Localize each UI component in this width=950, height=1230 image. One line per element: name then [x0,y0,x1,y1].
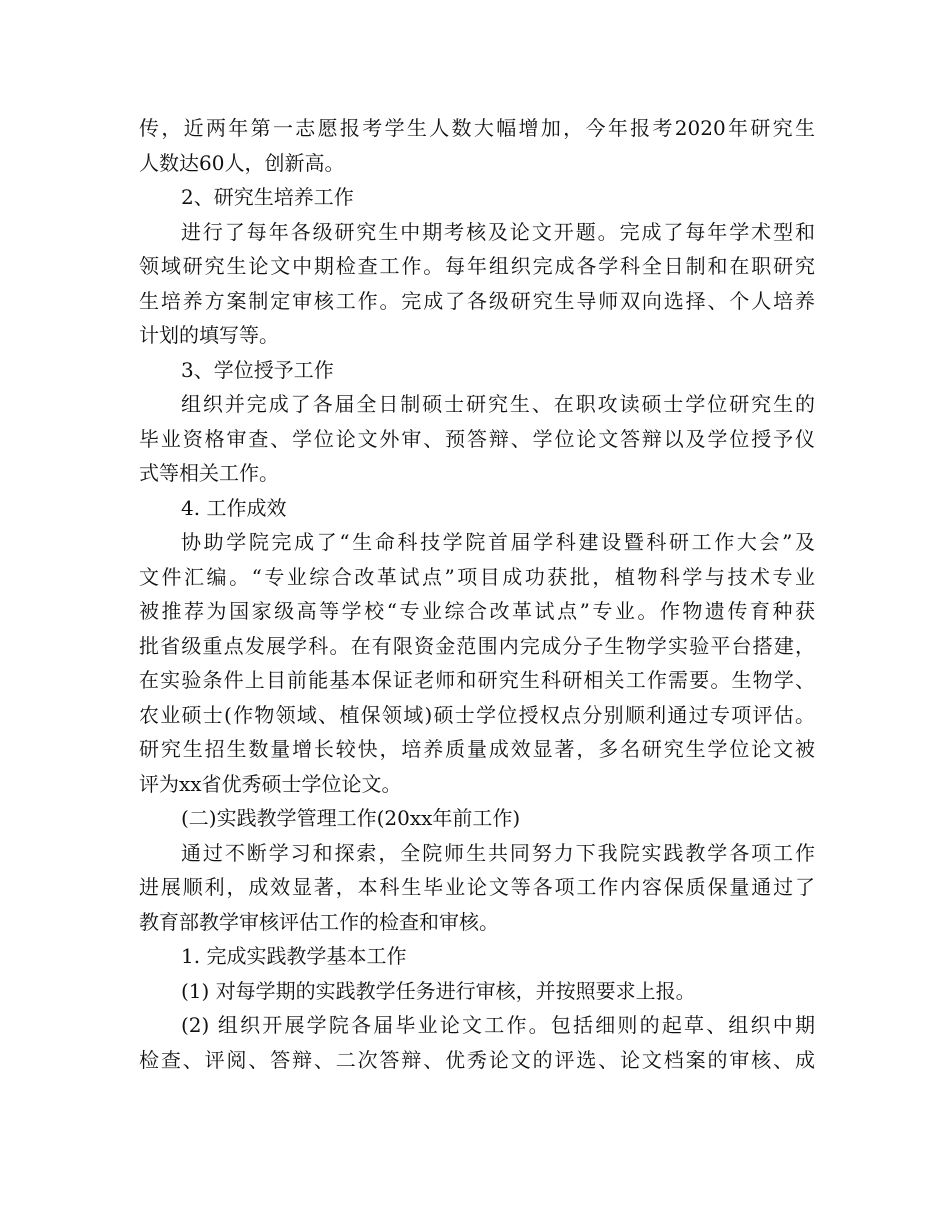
paragraph-work-results [139,525,815,801]
text-line: 领域研究生论文中期检查工作。每年组织完成各学科全日制和在职研究 [139,254,815,278]
text-line: 式等相关工作。 [139,461,279,485]
text-line: (2) 组织开展学院各届毕业论文工作。包括细则的起草、组织中期 [181,1013,815,1037]
paragraph-item-2 [139,1008,815,1077]
text-line: 协助学院完成了“生命科技学院首届学科建设暨科研工作大会”及 [181,530,815,554]
text-line: 文件汇编。“专业综合改革试点”项目成功获批，植物科学与技术专业 [139,564,815,589]
heading-basic-work [139,939,815,974]
section-heading: (二)实践教学管理工作(20xx年前工作) [181,806,521,830]
text-line: 研究生招生数量增长较快，培养质量成效显著，多名研究生学位论文被 [139,737,815,761]
text-line: 通过不断学习和探索，全院师生共同努力下我院实践教学各项工作 [181,840,815,865]
heading-graduate-training [139,180,815,215]
text-line: 进展顺利，成效显著，本科生毕业论文等各项工作内容保质保量通过了 [139,875,815,899]
document-body [139,111,815,1077]
text-line: 生培养方案制定审核工作。完成了各级研究生导师双向选择、个人培养 [139,288,815,313]
text-line: (1) 对每学期的实践教学任务进行审核，并按照要求上报。 [181,978,696,1003]
section-heading: 2、研究生培养工作 [181,185,354,209]
paragraph-degree-conferral [139,387,815,491]
text-line: 被推荐为国家级高等学校“专业综合改革试点”专业。作物遗传育种获 [139,599,815,623]
text-line: 组织并完成了各届全日制硕士研究生、在职攻读硕士学位研究生的 [181,392,815,416]
text-line: 检查、评阅、答辩、二次答辩、优秀论文的评选、论文档案的审核、成 [139,1047,815,1072]
heading-degree-conferral [139,353,815,388]
section-heading: 4. 工作成效 [181,495,287,520]
text-line: 教育部教学审核评估工作的检查和审核。 [139,909,499,934]
paragraph-practice-teaching [139,836,815,940]
text-line: 毕业资格审查、学位论文外审、预答辩、学位论文答辩以及学位授予仪 [139,426,815,451]
text-line: 进行了每年各级研究生中期考核及论文开题。完成了每年学术型和 [181,219,815,244]
paragraph-graduate-training [139,215,815,353]
text-line: 评为xx省优秀硕士学位论文。 [139,771,402,796]
text-line: 传，近两年第一志愿报考学生人数大幅增加，今年报考2020年研究生 [139,116,815,140]
text-line: 批省级重点发展学科。在有限资金范围内完成分子生物学实验平台搭建， [139,633,815,658]
section-heading: 1. 完成实践教学基本工作 [181,944,407,968]
text-line: 在实验条件上目前能基本保证老师和研究生科研相关工作需要。生物学、 [139,668,815,692]
heading-work-results [139,491,815,526]
text-line: 农业硕士(作物领域、植保领域)硕士学位授权点分别顺利通过专项评估。 [139,702,815,727]
section-heading: 3、学位授予工作 [181,357,334,382]
paragraph-enrollment-continued [139,111,815,180]
heading-practice-teaching [139,801,815,836]
text-line: 人数达60人，创新高。 [139,150,345,175]
paragraph-item-1 [139,974,815,1009]
text-line: 计划的填写等。 [139,323,279,347]
